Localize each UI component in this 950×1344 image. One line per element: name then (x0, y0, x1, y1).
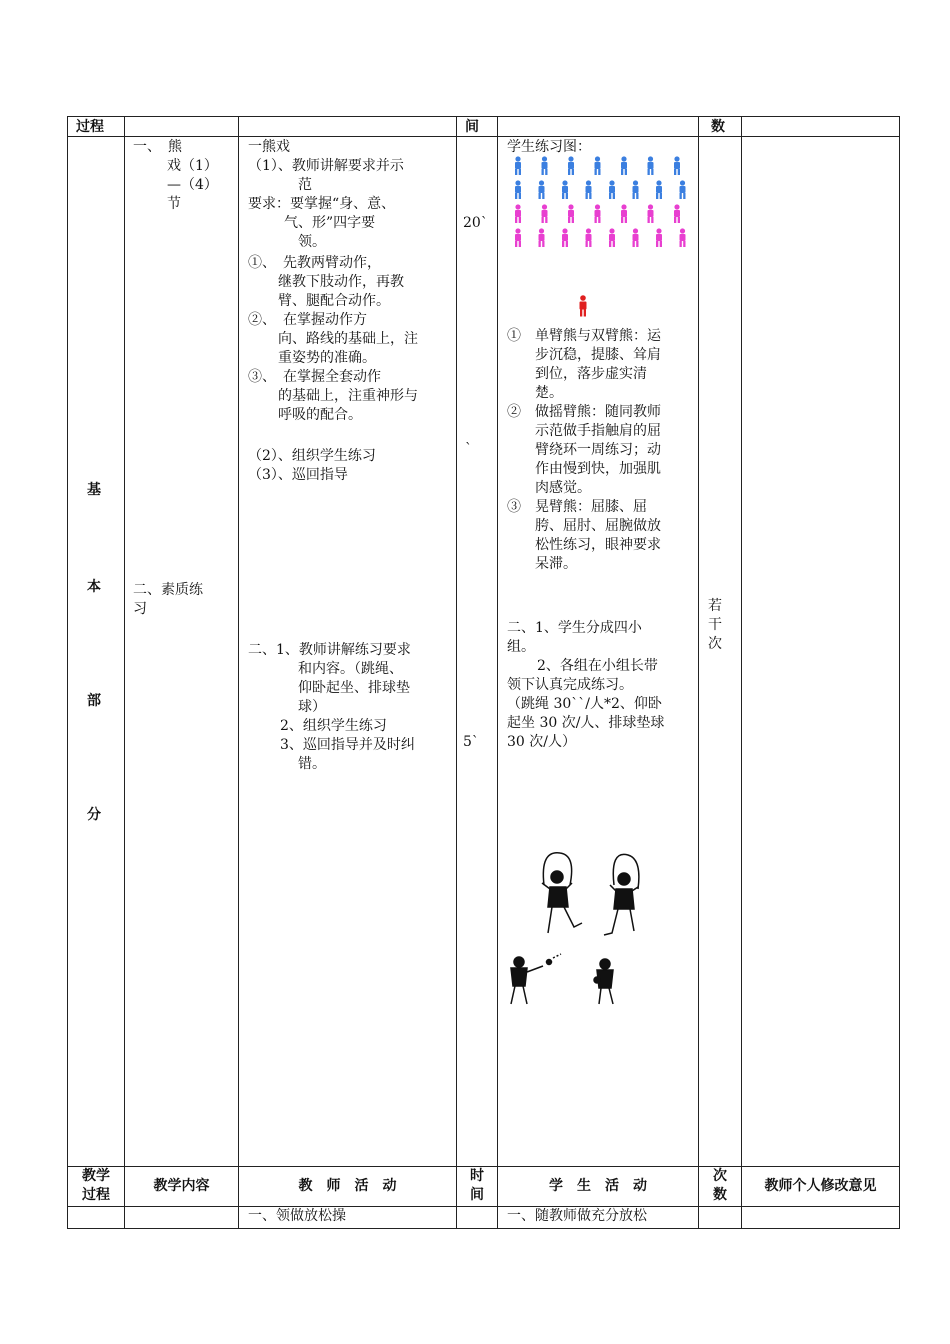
header-student-activity: 学 生 活 动 (549, 1178, 647, 1194)
student-figure-icon (609, 180, 615, 199)
last-row-student: 一、随教师做充分放松 (507, 1208, 647, 1224)
row-line (67, 1228, 900, 1229)
student-figure-icon (656, 228, 662, 247)
row-line (67, 136, 900, 137)
student-figure-icon (621, 156, 627, 175)
student-figure-icon (595, 204, 601, 223)
student-figure-icon (674, 156, 680, 175)
student-figure-icon (633, 180, 639, 199)
section-char: 部 (87, 693, 101, 709)
student-figure-icon (648, 156, 654, 175)
header-count: 数 (711, 119, 725, 135)
student-activity: ① 单臂熊与双臂熊：运 步沉稳，提膝、耸肩 到位，落步虚实清 楚。 ② 做摇臂熊：随同教师 示范做手指触肩的屈 臂绕环一周练习；动 作由慢到快，加强肌 肉感觉。 ③ 晃臂熊：屈膝、屈 胯、屈肘、屈腕做放 松性练习，眼神要求 呆滞。 (507, 328, 661, 572)
col-line (456, 116, 457, 1229)
student-figure-icon (562, 180, 568, 199)
content-item-1: 一、 熊 戏（1） —（4） 节 (133, 139, 218, 212)
header-teaching-content: 教学内容 (153, 1178, 210, 1194)
student-figure-icon (542, 156, 548, 175)
student-figure-icon (515, 156, 521, 175)
header-revision-notes: 教师个人修改意见 (764, 1178, 877, 1194)
student-figure-icon (674, 204, 680, 223)
student-figure-icon (515, 180, 521, 199)
section-char: 基 (87, 482, 101, 498)
col-line (67, 116, 68, 1229)
rope-jumping-illustration (530, 845, 660, 945)
student-figure-icon (595, 156, 601, 175)
col-line (124, 116, 125, 1229)
student-figure-icon (586, 228, 592, 247)
header-process: 过程 (76, 119, 104, 135)
col-line (238, 116, 239, 1229)
time-value-2: ` (465, 441, 472, 457)
student-figure-icon (648, 204, 654, 223)
col-line (741, 116, 742, 1229)
time-value-3: 5` (463, 734, 479, 750)
student-figure-icon (539, 180, 545, 199)
content-item-2: 二、素质练 习 (133, 582, 203, 617)
student-activity-2: 二、1、学生分成四小 组。 2、各组在小组长带 领下认真完成练习。 （跳绳 30``/人*2、仰卧 起坐 30 次/人、排球垫球 30 次/人） (507, 620, 665, 750)
student-figure-title: 学生练习图： (507, 139, 591, 155)
header-count-2: 次 数 (713, 1168, 727, 1203)
student-figure-icon (562, 228, 568, 247)
student-figure-icon (539, 228, 545, 247)
teacher-activity: 一熊戏 （1）、教师讲解要求并示 范 要求：要掌握“身、意、 气、形”四字要 领。 ①、 先教两臂动作， 继教下肢动作，再教 臂、腿配合动作。 ②、 在掌握动作方 向、路线的基础上，注 重姿势的准确。 ③、 在掌握全套动作 的基础上，注重神形与 呼吸的配合。 （2）、组织学生练习 （3）、巡回指导 (248, 139, 418, 483)
row-line (67, 1206, 900, 1207)
header-teacher-activity: 教 师 活 动 (298, 1178, 397, 1194)
col-line (899, 116, 900, 1229)
student-figure-icon (568, 156, 574, 175)
header-time-2: 时 间 (470, 1168, 484, 1203)
student-figure-icon (633, 228, 639, 247)
col-line (497, 116, 498, 1229)
student-figure-icon (656, 180, 662, 199)
student-figure-icon (680, 228, 686, 247)
teacher-figure-icon (580, 295, 587, 316)
header-teaching-process: 教学 过程 (82, 1168, 110, 1203)
student-figure-icon (621, 204, 627, 223)
section-char: 本 (87, 579, 101, 595)
col-line (698, 116, 699, 1229)
student-figure-icon (542, 204, 548, 223)
student-figure-icon (515, 228, 521, 247)
section-char: 分 (87, 807, 101, 823)
last-row-teacher: 一、领做放松操 (248, 1208, 346, 1224)
student-figure-icon (586, 180, 592, 199)
count-value: 若 干 次 (708, 598, 722, 652)
time-value-1: 20` (463, 215, 488, 231)
student-figure-icon (515, 204, 521, 223)
student-figure-icon (568, 204, 574, 223)
teacher-activity-2: 二、1、教师讲解练习要求 和内容。（跳绳、 仰卧起坐、排球垫 球） 2、组织学生练习 3、巡回指导并及时纠 错。 (248, 642, 415, 772)
volleyball-illustration (503, 952, 633, 1012)
student-figure-icon (609, 228, 615, 247)
header-time: 间 (465, 119, 479, 135)
student-formation-diagram (505, 154, 695, 324)
row-line (67, 116, 900, 117)
student-figure-icon (680, 180, 686, 199)
